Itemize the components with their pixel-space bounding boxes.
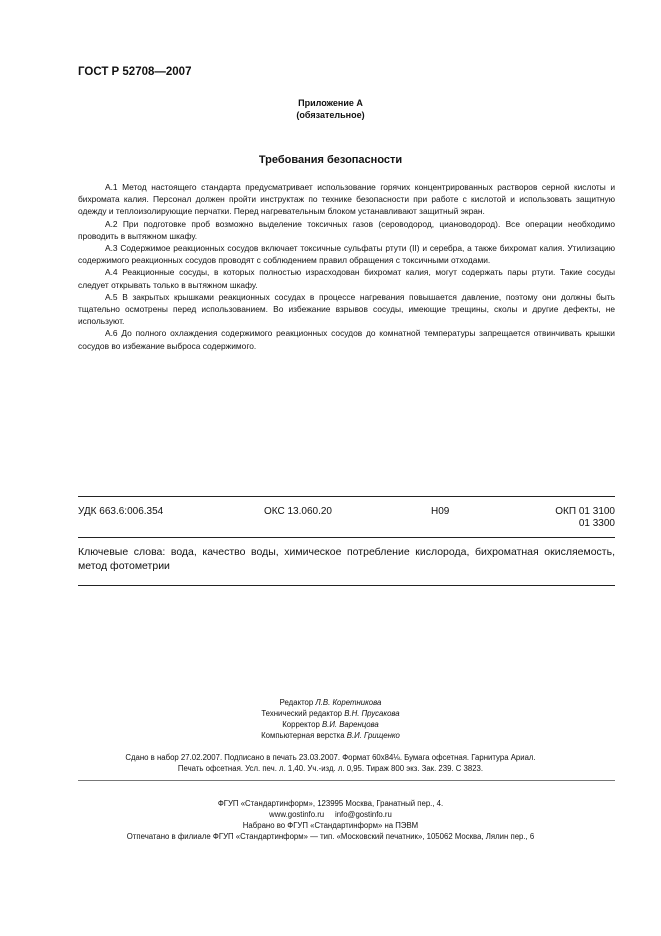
publisher-address: ФГУП «Стандартинформ», 123995 Москва, Гранатный пер., 4. xyxy=(217,799,444,808)
divider-top xyxy=(78,496,615,497)
divider-bottom xyxy=(78,585,615,586)
publication-line-2: Печать офсетная. Усл. печ. л. 1,40. Уч.-изд. л. 0,95. Тираж 800 экз. Зак. 239. С 3823. xyxy=(177,764,484,773)
credit-proofreader: Корректор В.И. Варенцова xyxy=(282,720,379,729)
document-header: ГОСТ Р 52708—2007 xyxy=(78,66,192,78)
classification-row xyxy=(78,506,615,536)
oks-code: ОКС 13.060.20 xyxy=(264,506,332,517)
publisher-typeset: Набрано во ФГУП «Стандартинформ» на ПЭВМ xyxy=(242,821,419,830)
okp-code-1: ОКП 01 3100 xyxy=(555,506,615,517)
group-code: Н09 xyxy=(431,506,450,517)
safety-requirements-body xyxy=(78,181,615,352)
publisher-info xyxy=(0,798,661,842)
paragraph-a3: А.3 Содержимое реакционных сосудов включает токсичные сульфаты ртути (II) и серебра, а также бихромат калия. Утилизацию содержимого реакционных сосудов проводят с соблюдением правил обращения с токсичными отходами. xyxy=(78,243,615,266)
appendix-status: (обязательное) xyxy=(296,110,365,120)
paragraph-a1: А.1 Метод настоящего стандарта предусматривает использование горячих концентрированных растворов серной кислоты и бихромата калия. Персонал должен пройти инструктаж по технике безопасности при работе с кислотой и использовать защитную одежду и теплоизолирующие перчатки. Перед нагревательным блоком устанавливают защитный экран. xyxy=(78,182,615,217)
paragraph-a2: А.2 При подготовке проб возможно выделение токсичных газов (сероводород, циановодород). Все операции необходимо проводить в вытяжном шкафу. xyxy=(78,218,615,241)
credits-block xyxy=(0,697,661,741)
section-title: Требования безопасности xyxy=(258,154,403,166)
paragraph-a6: А.6 До полного охлаждения содержимого реакционных сосудов до комнатной температуры запрещается отвинчивать крышки сосудов во избежание выброса содержимого. xyxy=(78,328,615,351)
credit-layout: Компьютерная верстка В.И. Грищенко xyxy=(261,731,400,740)
publisher-printed: Отпечатано в филиале ФГУП «Стандартинформ» — тип. «Московский печатник», 105062 Москва, Лялин пер., 6 xyxy=(126,832,535,841)
publication-line-1: Сдано в набор 27.02.2007. Подписано в печать 23.03.2007. Формат 60x84⅛. Бумага офсетная. Гарнитура Ариал. xyxy=(125,753,536,762)
okp-codes xyxy=(555,506,615,530)
paragraph-a4: А.4 Реакционные сосуды, в которых полностью израсходован бихромат калия, могут содержать пары ртути. Такие сосуды следует открывать только в вытяжном шкафу. xyxy=(78,267,615,290)
publisher-web: www.gostinfo.ru info@gostinfo.ru xyxy=(269,810,392,819)
keywords: Ключевые слова: вода, качество воды, химическое потребление кислорода, бихроматная окисляемость, метод фотометрии xyxy=(78,546,615,572)
paragraph-a5: А.5 В закрытых крышками реакционных сосудах в процессе нагревания повышается давление, поэтому они должны быть тщательно осмотрены перед использованием. Во избежание взрывов сосуды, имеющие трещины, сколы и другие дефекты, не используют. xyxy=(78,291,615,327)
publication-info xyxy=(0,752,661,774)
appendix-label: Приложение А xyxy=(298,98,363,108)
divider-imprint xyxy=(78,780,615,781)
okp-code-2: 01 3300 xyxy=(578,518,615,529)
credit-editor: Редактор Л.В. Коретникова xyxy=(279,698,382,707)
credit-tech-editor: Технический редактор В.Н. Прусакова xyxy=(261,709,400,718)
divider-middle xyxy=(78,537,615,538)
appendix-heading xyxy=(0,97,661,121)
udk-code: УДК 663.6:006.354 xyxy=(78,506,164,517)
